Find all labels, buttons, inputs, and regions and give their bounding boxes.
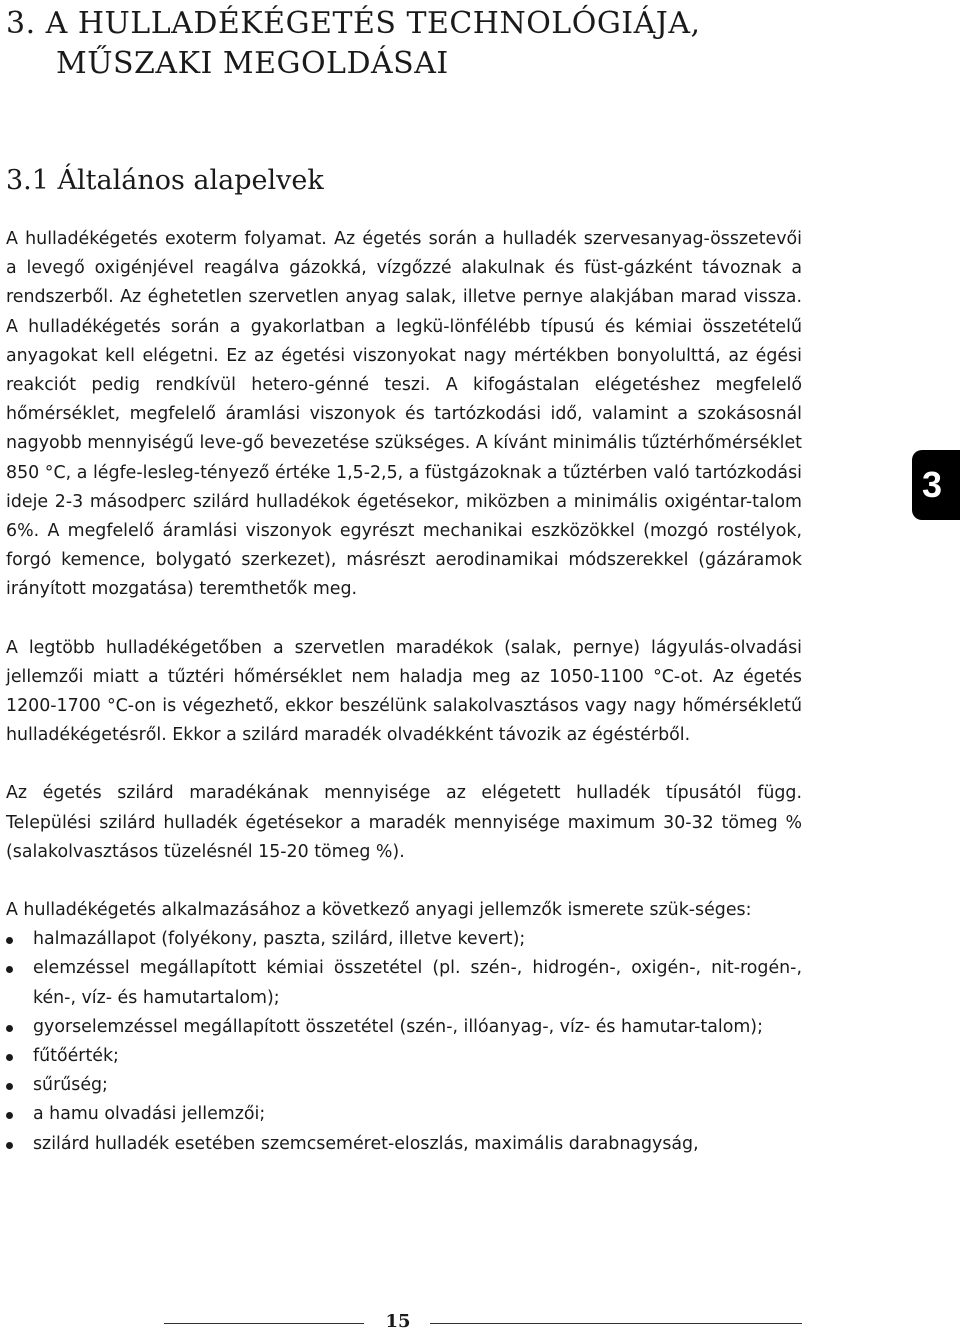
footer-divider-left: [164, 1323, 364, 1324]
body-text: [6, 225, 802, 1159]
page-number: 15: [385, 1311, 411, 1332]
list-item: [6, 954, 802, 1012]
section-title: 3.1 Általános alapelvek: [6, 165, 324, 196]
list-item-text: szilárd hulladék esetében szemcseméret-eloszlás, maximális darabnagyság,: [33, 1133, 699, 1154]
bullet-icon: [6, 937, 13, 944]
list-item: [6, 1130, 802, 1159]
list-item-text: elemzéssel megállapított kémiai összetétel (pl. szén-, hidrogén-, oxigén-, nit-rogén-, kén-, víz- és hamutartalom);: [33, 958, 802, 1008]
chapter-title-line-1: 3. A HULLADÉKÉGETÉS TECHNOLÓGIÁJA,: [6, 6, 701, 41]
bullet-icon: [6, 1142, 13, 1149]
bullet-icon: [6, 1025, 13, 1032]
list-item: [6, 1042, 802, 1071]
chapter-tab: [912, 450, 960, 520]
list-item-text: fűtőérték;: [33, 1046, 119, 1067]
list-item-text: sűrűség;: [33, 1075, 108, 1096]
list-item-text: halmazállapot (folyékony, paszta, szilárd, illetve kevert);: [33, 929, 526, 950]
paragraph-3: Az égetés szilárd maradékának mennyisége az elégetett hulladék típusától függ. Települési szilárd hulladék égetésekor a maradék mennyisége maximum 30-32 tömeg % (salakolvasztásos tüzelésnél 15-20 tömeg %).: [6, 783, 802, 862]
paragraph-2: A legtöbb hulladékégetőben a szervetlen maradékok (salak, pernye) lágyulás-olvadási jellemzői miatt a tűztéri hőmérséklet nem haladja meg az 1050-1100 °C-ot. Az égetés 1200-1700 °C-on is végezhető, ekkor beszélünk salakolvasztásos vagy nagy hőmérsékletű hulladékégetésről. Ekkor a szilárd maradék olvadékként távozik az égéstérből.: [6, 637, 802, 746]
list-item: [6, 1013, 802, 1042]
bullet-icon: [6, 1112, 13, 1119]
bullet-icon: [6, 1054, 13, 1061]
list-item: [6, 1100, 802, 1129]
property-list: [6, 925, 802, 1159]
list-item-text: gyorselemzéssel megállapított összetétel (szén-, illóanyag-, víz- és hamutar-talom);: [33, 1016, 763, 1037]
footer-divider-right: [430, 1323, 802, 1324]
chapter-title: [6, 4, 886, 84]
chapter-tab-number: 3: [922, 464, 943, 505]
paragraph-1: A hulladékégetés exoterm folyamat. Az égetés során a hulladék szervesanyag-összetevői a levegő oxigénjével reagálva gázokká, vízgőzzé alakulnak és füst-gázként távoznak a rendszerből. Az éghetetlen szervetlen anyag salak, illetve pernye alakjában marad vissza. A hulladékégetés során a gyakorlatban a legkü-lönfélébb típusú és kémiai összetételű anyagokat kell elégetni. Ez az égetési viszonyokat nagy mértékben bonyolulttá, az égési reakciót pedig rendkívül hetero-génné teszi. A kifogástalan elégetéshez megfelelő hőmérséklet, megfelelő áramlási viszonyok és tartózkodási idő, valamint a szokásosnál nagyobb mennyiségű leve-gő bevezetése szükséges. A kívánt minimális tűztérhőmérséklet 850 °C, a légfe-lesleg-tényező értéke 1,5-2,5, a füstgázoknak a tűztérben való tartózkodási ideje 2-3 másodperc szilárd hulladékok égetésekor, miközben a minimális oxigéntar-talom 6%. A megfelelő áramlási viszonyok egyrészt mechanikai eszközökkel (mozgó rostélyok, forgó kemence, bolygató szerkezet), másrészt aerodinamikai módszerekkel (gázáramok irányított mozgatása) teremthetők meg.: [6, 229, 802, 600]
bullet-icon: [6, 1083, 13, 1090]
list-item: [6, 925, 802, 954]
bullet-icon: [6, 966, 13, 973]
list-item-text: a hamu olvadási jellemzői;: [33, 1104, 266, 1125]
paragraph-4: A hulladékégetés alkalmazásához a következő anyagi jellemzők ismerete szük-séges:: [6, 900, 752, 921]
chapter-title-line-2: MŰSZAKI MEGOLDÁSAI: [56, 46, 449, 81]
list-item: [6, 1071, 802, 1100]
